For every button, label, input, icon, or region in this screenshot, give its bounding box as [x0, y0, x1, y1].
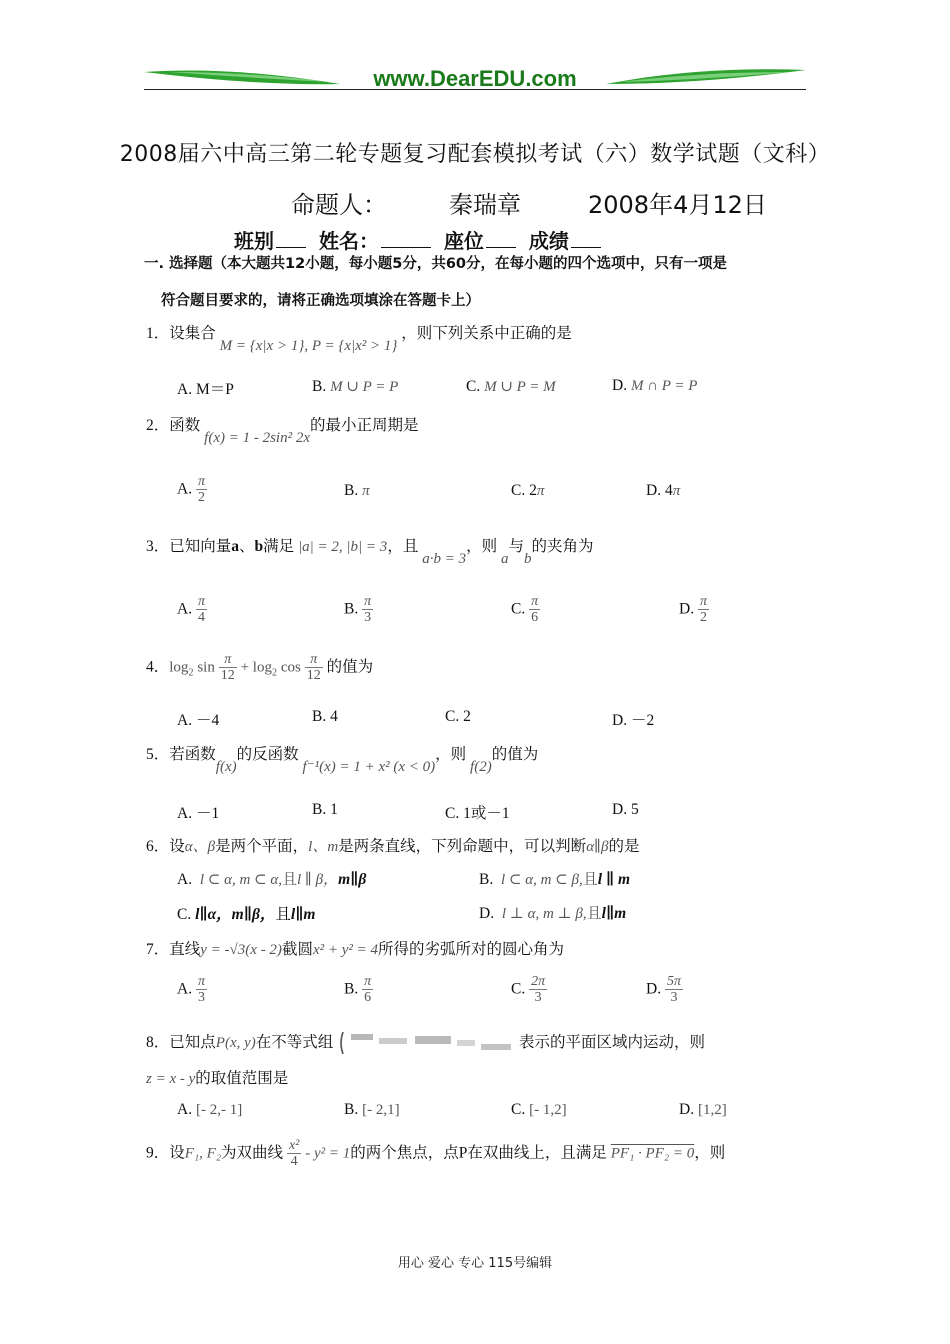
q3-va: a: [500, 551, 509, 567]
q3-d-den: 2: [699, 610, 707, 626]
q4-log1: log: [169, 659, 189, 676]
q6-c-math: l∥α，m∥β，: [195, 906, 276, 923]
q5-mid: 的反函数: [236, 746, 299, 763]
q7-d-den: 3: [670, 990, 678, 1006]
q3-b-den: 3: [364, 610, 372, 626]
q3-option-c[interactable]: [511, 594, 540, 626]
q5-post: 的值为: [491, 746, 539, 763]
q9-pre: 设: [169, 1144, 185, 1162]
q9-frac-num: x²: [288, 1138, 300, 1153]
q6-m2: l、m: [308, 839, 339, 855]
q7-a-den: 3: [197, 990, 205, 1006]
banner-text: www.DearEDU.com: [373, 66, 577, 91]
q4-post: 的值为: [326, 658, 374, 676]
q5-mid2: ，则: [435, 746, 467, 763]
q9-post: ，则: [694, 1144, 726, 1162]
q1-option-c-math: M ∪ P = M: [484, 379, 556, 395]
q3-c-num: π: [531, 594, 539, 609]
q3-c-fraction: [529, 594, 540, 626]
q6-m1: α、β: [184, 839, 216, 855]
class-blank[interactable]: [276, 229, 306, 248]
q2-a-den: 2: [197, 490, 205, 506]
q3-a-num: π: [197, 594, 205, 609]
dearedu-banner: [140, 62, 810, 96]
q7-number: 7．: [146, 941, 170, 958]
page-footer: 用心 爱心 专心 115号编辑: [397, 1256, 553, 1271]
q8-d-math: [1,2]: [697, 1102, 727, 1118]
exam-date: 2008年4月12日: [588, 191, 767, 219]
q6-c-m2: l∥m: [290, 906, 316, 923]
q5-number: 5．: [146, 746, 170, 763]
q6-b-m2: l ∥ m: [597, 871, 631, 888]
question-8: [146, 1030, 705, 1056]
q4-option-b[interactable]: B. 4: [312, 708, 338, 725]
question-6: [146, 834, 639, 856]
q3-c-label: C.: [511, 600, 526, 618]
q6-post: 的是: [608, 838, 640, 855]
q4-sin: sin: [197, 659, 215, 676]
q6-b-label: B.: [479, 871, 494, 888]
exam-title: 2008届六中高三第二轮专题复习配套模拟考试（六）数学试题（文科）: [119, 142, 831, 167]
q9-math2: - y² = 1: [305, 1145, 351, 1162]
q6-pre: 设: [169, 838, 185, 855]
q7-d-num: 5π: [666, 974, 681, 989]
score-label: 成绩: [528, 229, 569, 253]
class-label: 班别: [234, 229, 274, 253]
q8-option-a[interactable]: [177, 1101, 242, 1119]
q8-d-label: D.: [679, 1101, 695, 1118]
q2-option-c-math: π: [536, 483, 545, 499]
q3-vb: b: [523, 551, 532, 567]
q5-option-b[interactable]: B. 1: [312, 801, 338, 818]
q7-c-label: C.: [511, 980, 526, 998]
q3-sep: 、: [239, 538, 255, 555]
q3-pre: 已知向量: [169, 538, 232, 555]
q3-number: 3．: [146, 538, 170, 555]
q4-log2: + log: [240, 659, 272, 676]
q7-a-fraction: [196, 974, 207, 1006]
q2-post: 的最小正周期是: [310, 417, 419, 434]
q1-number: 1．: [146, 325, 170, 342]
q2-pre: 函数: [169, 417, 201, 434]
q7-c-den: 3: [534, 990, 542, 1006]
q6-option-c[interactable]: [177, 902, 315, 924]
q6-d-label: D.: [479, 905, 495, 922]
q2-option-a-fraction: [196, 474, 207, 506]
q4-f1-den: 12: [220, 668, 235, 684]
q5-option-a[interactable]: A. －1: [177, 805, 220, 822]
student-info-row: [234, 225, 607, 254]
q6-a-tail: 且: [281, 872, 297, 888]
q9-mid: 为双曲线: [221, 1144, 284, 1162]
q7-b-den: 6: [364, 990, 372, 1006]
q1-option-d-label: D.: [612, 377, 628, 394]
q7-d-fraction: [665, 974, 683, 1006]
q6-m3: α∥β: [586, 839, 609, 855]
q1-option-c-label: C.: [466, 378, 481, 395]
seat-label: 座位: [443, 229, 484, 253]
q5-math2: f⁻¹(x) = 1 + x² (x < 0): [302, 759, 436, 775]
q8-option-d[interactable]: [679, 1101, 727, 1119]
q6-number: 6．: [146, 838, 170, 855]
q9-number: 9．: [146, 1144, 170, 1162]
q3-a-fraction: [196, 594, 207, 626]
q4-base2: 2: [271, 667, 277, 679]
q8-a-label: A.: [177, 1101, 193, 1118]
section-heading-line1: 一. 选择题（本大题共12小题，每小题5分，共60分，在每小题的四个选项中，只有一项是: [144, 256, 727, 272]
question-7: [146, 937, 564, 959]
q5-option-d[interactable]: D. 5: [612, 801, 639, 818]
q8-option-b[interactable]: [344, 1101, 400, 1119]
q2-number: 2．: [146, 417, 170, 434]
name-label: 姓名：: [318, 229, 379, 253]
q3-d-label: D.: [679, 600, 695, 618]
q7-c-fraction: [529, 974, 547, 1006]
q7-b-fraction: [362, 974, 373, 1006]
question-2: [146, 413, 419, 446]
q4-f1-num: π: [219, 652, 237, 668]
left-leaf-swoosh: [144, 71, 340, 85]
q2-option-a[interactable]: [177, 474, 207, 506]
q4-option-d[interactable]: D. －2: [612, 712, 655, 729]
q8-line2-math: z = x - y: [146, 1071, 196, 1087]
q7-math1: y = -√3(x - 2): [200, 942, 282, 958]
q6-c-label: C.: [177, 906, 192, 923]
q3-option-d[interactable]: [679, 594, 709, 626]
q2-option-c[interactable]: [511, 482, 544, 500]
q2-a-num: π: [197, 474, 205, 489]
q1-option-b-label: B.: [312, 378, 327, 395]
q6-option-b[interactable]: [479, 868, 630, 889]
q6-mid1: 是两个平面，: [215, 838, 309, 855]
q3-post: 的夹角为: [531, 538, 594, 555]
q2-option-c-label: C. 2: [511, 482, 537, 499]
q8-c-label: C.: [511, 1101, 526, 1118]
question-4: [146, 652, 373, 684]
q1-option-c[interactable]: [466, 377, 556, 396]
q7-c-num: 2π: [531, 974, 546, 989]
q4-base1: 2: [188, 667, 194, 679]
q7-math2: x² + y² = 4: [312, 942, 379, 958]
q5-math1: f(x): [215, 759, 237, 775]
q1-option-b-math: M ∪ P = P: [330, 379, 399, 395]
q8-pre: 已知点: [169, 1034, 216, 1051]
q4-option-c[interactable]: C. 2: [445, 708, 471, 725]
q6-a-m2: l ∥ β，: [296, 872, 339, 888]
inequality-system-image: [337, 1030, 515, 1056]
q9-math1: F₁, F₂: [184, 1145, 222, 1162]
q3-b-label: B.: [344, 600, 359, 618]
q3-mid3: ，则: [466, 538, 498, 555]
score-blank[interactable]: [571, 229, 601, 248]
q3-c-den: 6: [531, 610, 539, 626]
question-3: [146, 534, 594, 567]
q3-vector-a: a: [231, 538, 240, 555]
q8-a-math: [- 2,- 1]: [195, 1102, 243, 1118]
q7-a-label: A.: [177, 980, 193, 998]
q3-d-fraction: [698, 594, 709, 626]
question-1: [146, 321, 572, 354]
q4-f2-num: π: [305, 652, 323, 668]
q1-post: ，则下列关系中正确的是: [401, 325, 572, 342]
q3-b-num: π: [364, 594, 372, 609]
q6-d-tail: 且: [586, 906, 602, 922]
q7-option-c[interactable]: [511, 974, 547, 1006]
q8-b-label: B.: [344, 1101, 359, 1118]
q6-a-math: l ⊂ α, m ⊂ α,: [199, 872, 282, 888]
q1-option-d[interactable]: [612, 377, 697, 395]
q3-option-b[interactable]: [344, 594, 373, 626]
section-heading-line2: 符合题目要求的，请将正确选项填涂在答题卡上）: [161, 293, 480, 309]
q9-math3: PF₁ · PF₂ = 0: [610, 1145, 695, 1162]
q4-f2-den: 12: [306, 668, 321, 684]
q3-d-num: π: [699, 594, 707, 609]
q8-mid: 在不等式组: [255, 1034, 334, 1051]
q7-pre: 直线: [169, 941, 201, 958]
q9-frac-den: 4: [290, 1154, 298, 1170]
q6-d-m2: l∥m: [601, 905, 627, 922]
q9-fraction: [287, 1138, 301, 1170]
q7-option-d[interactable]: [646, 974, 683, 1006]
seat-blank[interactable]: [486, 229, 516, 248]
q7-a-num: π: [197, 974, 205, 989]
q7-option-a[interactable]: [177, 974, 207, 1006]
question-8-line2: [146, 1066, 288, 1088]
question-9: [146, 1138, 725, 1170]
q8-c-math: [- 1,2]: [529, 1102, 567, 1118]
author-label: 命题人：: [291, 191, 387, 219]
q3-option-a[interactable]: [177, 594, 207, 626]
q3-math2: a·b = 3: [422, 551, 467, 567]
q1-pre: 设集合: [169, 325, 216, 342]
q4-option-a[interactable]: A. －4: [177, 712, 220, 729]
q3-a-label: A.: [177, 600, 193, 618]
name-blank[interactable]: [381, 229, 431, 248]
q4-fraction1: [219, 652, 237, 684]
q7-post: 所得的劣弧所对的圆心角为: [378, 941, 565, 958]
header-rule: [144, 89, 806, 90]
q4-number: 4．: [146, 658, 170, 676]
q7-option-b[interactable]: [344, 974, 373, 1006]
q1-option-b[interactable]: [312, 377, 398, 396]
q6-mid2: 是两条直线，下列命题中，可以判断: [338, 838, 587, 855]
q7-b-label: B.: [344, 980, 359, 998]
q8-post: 表示的平面区域内运动，则: [519, 1034, 706, 1051]
q8-option-c[interactable]: [511, 1101, 567, 1119]
q1-option-d-math: M ∩ P = P: [630, 378, 698, 394]
q8-number: 8．: [146, 1034, 170, 1051]
q6-d-math: l ⊥ α, m ⊥ β,: [501, 906, 587, 922]
q7-b-num: π: [364, 974, 372, 989]
q4-cos: cos: [280, 659, 301, 676]
q2-option-b-math: π: [362, 483, 370, 499]
q4-fraction2: [305, 652, 323, 684]
q3-a-den: 4: [197, 610, 205, 626]
q3-b-fraction: [362, 594, 373, 626]
q7-d-label: D.: [646, 980, 662, 998]
q6-b-math: l ⊂ α, m ⊂ β,: [500, 872, 583, 888]
q2-option-d[interactable]: [646, 482, 680, 500]
q2-option-b[interactable]: [344, 482, 370, 500]
author-name: 秦瑞章: [449, 191, 521, 219]
q9-mid2: 的两个焦点，点P在双曲线上，且满足: [350, 1144, 607, 1162]
q3-math: |a| = 2, |b| = 3: [298, 539, 388, 555]
q2-option-d-math: π: [672, 483, 681, 499]
q3-mid: 满足: [263, 538, 295, 555]
q6-a-m3: m∥β: [338, 871, 367, 888]
q2-math: f(x) = 1 - 2sin² 2x: [204, 430, 310, 446]
q6-b-tail: 且: [582, 872, 598, 888]
q6-a-label: A.: [177, 871, 193, 888]
q2-option-b-label: B.: [344, 482, 359, 499]
question-5: [146, 742, 539, 775]
q6-option-d[interactable]: [479, 902, 626, 923]
q5-pre: 若函数: [169, 746, 216, 763]
q8-line2-post: 的取值范围是: [195, 1070, 289, 1087]
q8-b-math: [- 2,1]: [362, 1102, 400, 1118]
q6-c-tail: 且: [275, 906, 291, 923]
q1-option-a[interactable]: A. M＝P: [177, 381, 234, 398]
q5-option-c[interactable]: C. 1或－1: [445, 805, 510, 822]
q1-math: M = {x|x > 1}, P = {x|x² > 1}: [219, 338, 398, 354]
q6-option-a[interactable]: [177, 868, 366, 889]
q2-option-d-label: D. 4: [646, 482, 673, 499]
q3-mid4: 与: [508, 538, 524, 555]
q3-mid2: ，且: [387, 538, 419, 555]
q3-vector-b: b: [254, 538, 264, 555]
q7-mid: 截圆: [281, 941, 313, 958]
q8-math1: P(x, y): [215, 1035, 256, 1051]
q5-math3: f(2): [470, 759, 492, 775]
q2-option-a-label: A.: [177, 480, 193, 498]
